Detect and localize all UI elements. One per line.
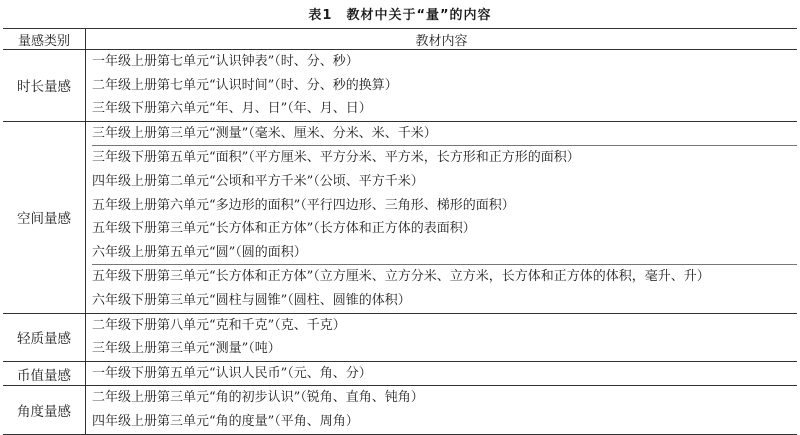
content-line: 四年级上册第二单元“公顷和平方千米”（公顷、平方千米） — [92, 173, 424, 189]
category-cell: 轻质量感 — [3, 313, 86, 361]
table-row — [3, 313, 797, 361]
table-header-row — [3, 29, 797, 50]
category-cell: 角度量感 — [3, 386, 86, 434]
content-line: 三年级上册第三单元“测量”（吨） — [92, 341, 281, 357]
header-category: 量感类别 — [3, 29, 86, 50]
content-subgroup — [92, 50, 797, 121]
category-cell: 时长量感 — [3, 50, 86, 122]
table-number: 表1 — [308, 8, 333, 23]
table-caption — [0, 4, 800, 23]
content-line: 一年级下册第五单元“认识人民币”（元、角、分） — [92, 365, 372, 381]
content-line: 五年级下册第三单元“长方体和正方体”（长方体和正方体的表面积） — [92, 221, 476, 237]
content-line: 三年级上册第三单元“测量”（毫米、厘米、分米、米、千米） — [92, 125, 437, 141]
content-line: 一年级上册第七单元“认识钟表”（时、分、秒） — [92, 54, 359, 69]
content-line: 二年级上册第七单元“认识时间”（时、分、秒的换算） — [92, 77, 398, 93]
content-cell — [86, 313, 798, 361]
content-subgroup — [92, 362, 797, 386]
content-subgroup — [92, 264, 797, 312]
table-row — [3, 50, 797, 122]
content-table — [3, 28, 797, 435]
header-content: 教材内容 — [86, 29, 798, 50]
content-cell — [86, 361, 798, 386]
content-subgroup — [92, 386, 797, 433]
table-title: 教材中关于“量”的内容 — [346, 8, 492, 23]
content-line: 六年级下册第三单元“圆柱与圆锥”（圆柱、圆锥的体积） — [92, 292, 411, 308]
content-line: 三年级下册第六单元“年、月、日”（年、月、日） — [92, 101, 372, 117]
table-body — [3, 50, 797, 435]
table-row — [3, 121, 797, 313]
content-line: 三年级下册第五单元“面积”（平方厘米、平方分米、平方米，长方形和正方形的面积） — [92, 150, 580, 166]
table-row — [3, 361, 797, 386]
content-line: 五年级下册第三单元“长方体和正方体”（立方厘米、立方分米、立方米，长方体和正方体的体积，毫升、升） — [92, 269, 710, 285]
table-row — [3, 386, 797, 434]
content-line: 二年级下册第八单元“克和千克”（克、千克） — [92, 317, 346, 333]
category-cell: 币值量感 — [3, 361, 86, 386]
content-cell — [86, 121, 798, 313]
content-cell — [86, 50, 798, 122]
content-line: 四年级上册第三单元“角的度量”（平角、周角） — [92, 413, 359, 429]
content-subgroup — [92, 314, 797, 361]
content-line: 五年级上册第六单元“多边形的面积”（平行四边形、三角形、梯形的面积） — [92, 197, 515, 213]
content-line: 二年级上册第三单元“角的初步认识”（锐角、直角、钝角） — [92, 390, 424, 406]
content-line: 六年级上册第五单元“圆”（圆的面积） — [92, 244, 307, 260]
content-subgroup — [92, 145, 797, 264]
content-cell — [86, 386, 798, 434]
content-subgroup — [92, 122, 797, 146]
category-cell: 空间量感 — [3, 121, 86, 313]
